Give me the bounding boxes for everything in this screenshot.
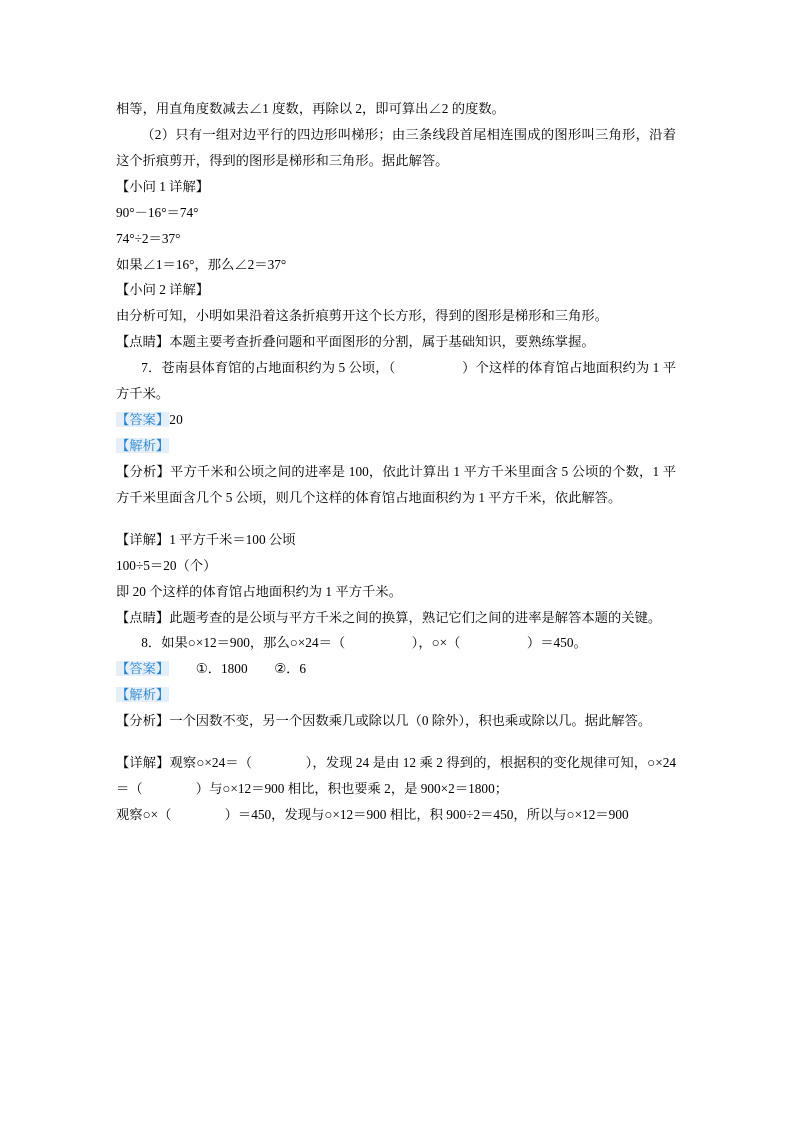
fenxi-text-8: 一个因数不变，另一个因数乘几或除以几（0 除外），积也乘或除以几。据此解答。 [169,713,652,729]
heading-sub-question-2-detail: 【小问 2 详解】 [116,282,210,298]
sub-question-2-solution: 由分析可知，小明如果沿着这条折痕剪开这个长方形，得到的图形是梯形和三角形。 [116,308,608,324]
question-8-answer [116,656,676,682]
fenxi-label-8: 【分析】 [116,713,170,729]
question-7-xiangjie-line-2: 100÷5＝20（个） [116,557,217,573]
block-spacer-2 [116,734,676,750]
question-7-answer [116,407,676,433]
question-7-dianjing [116,605,676,631]
answer-value-8-1: ①．1800 [195,661,248,677]
analysis-tag-8: 【解析】 [116,687,170,703]
paragraph-sub-question-2: （2）只有一组对边平行的四边形叫梯形；由三条线段首尾相连围成的图形叫三角形，沿着这个折痕剪开，得到的图形是梯形和三角形。据此解答。 [116,126,676,168]
question-8-analysis-tag [116,682,676,708]
analysis-tag: 【解析】 [116,437,170,453]
question-8-xiangjie-line-2: 观察○×（ ）＝450，发现与○×12＝900 相比，积 900÷2＝450，所以与○×12＝900 [116,806,629,822]
question-7-xiangjie-line-1 [116,527,676,553]
dianjing-text: 本题主要考查折叠问题和平面图形的分割，属于基础知识，要熟练掌握。 [169,334,595,350]
answer-tag-8: 【答案】 [116,661,170,677]
answer-value: 20 [169,412,184,428]
dianjing-label-7: 【点睛】 [116,609,170,625]
question-7-xiangjie-line-3: 即 20 个这样的体育馆占地面积约为 1 平方千米。 [116,583,402,599]
question-7-fenxi [116,459,676,511]
answer-value-8-2: ②．6 [274,661,307,677]
heading-sub-question-1-detail: 【小问 1 详解】 [116,178,210,194]
math-line-1: 90°－16°＝74° [116,204,199,220]
question-7-analysis-tag [116,433,676,459]
question-7-stem: 7．苍南县体育馆的占地面积约为 5 公顷，（ ）个这样的体育馆占地面积约为 1 平方千米。 [116,360,676,402]
paragraph-continuation: 相等，用直角度数减去∠1 度数，再除以 2，即可算出∠2 的度数。 [116,101,505,116]
fenxi-label: 【分析】 [116,463,170,479]
block-spacer [116,511,676,527]
xiangjie-text-1: 1 平方千米＝100 公顷 [169,531,296,547]
xiangjie-label-8: 【详解】 [116,755,170,771]
xiangjie-text-8-1: 观察○×24＝（ ），发现 24 是由 12 乘 2 得到的，根据积的变化规律可知，○×24＝（ ）与○×12＝900 相比，积也要乘 2，是 900×2＝1800； [116,755,677,797]
math-line-3: 如果∠1＝16°，那么∠2＝37° [116,256,287,272]
fenxi-text: 平方千米和公顷之间的进率是 100，依此计算出 1 平方千米里面含 5 公顷的个数，1 平方千米里面含几个 5 公顷，则几个这样的体育馆占地面积约为 1 平方千米，依此解答。 [116,463,676,505]
question-8-xiangjie-line-1 [116,750,676,802]
dianjing-text-7: 此题考查的是公顷与平方千米之间的换算，熟记它们之间的进率是解答本题的关键。 [169,609,662,625]
dianjing-label: 【点睛】 [116,334,170,350]
xiangjie-label: 【详解】 [116,531,170,547]
document-body [116,96,676,828]
question-8-fenxi [116,708,676,734]
math-line-2: 74°÷2＝37° [116,230,181,246]
answer-tag: 【答案】 [116,412,170,428]
question-8-stem: 8．如果○×12＝900，那么○×24＝（ ），○×（ ）＝450。 [141,635,587,651]
dianjing-note [116,329,676,355]
